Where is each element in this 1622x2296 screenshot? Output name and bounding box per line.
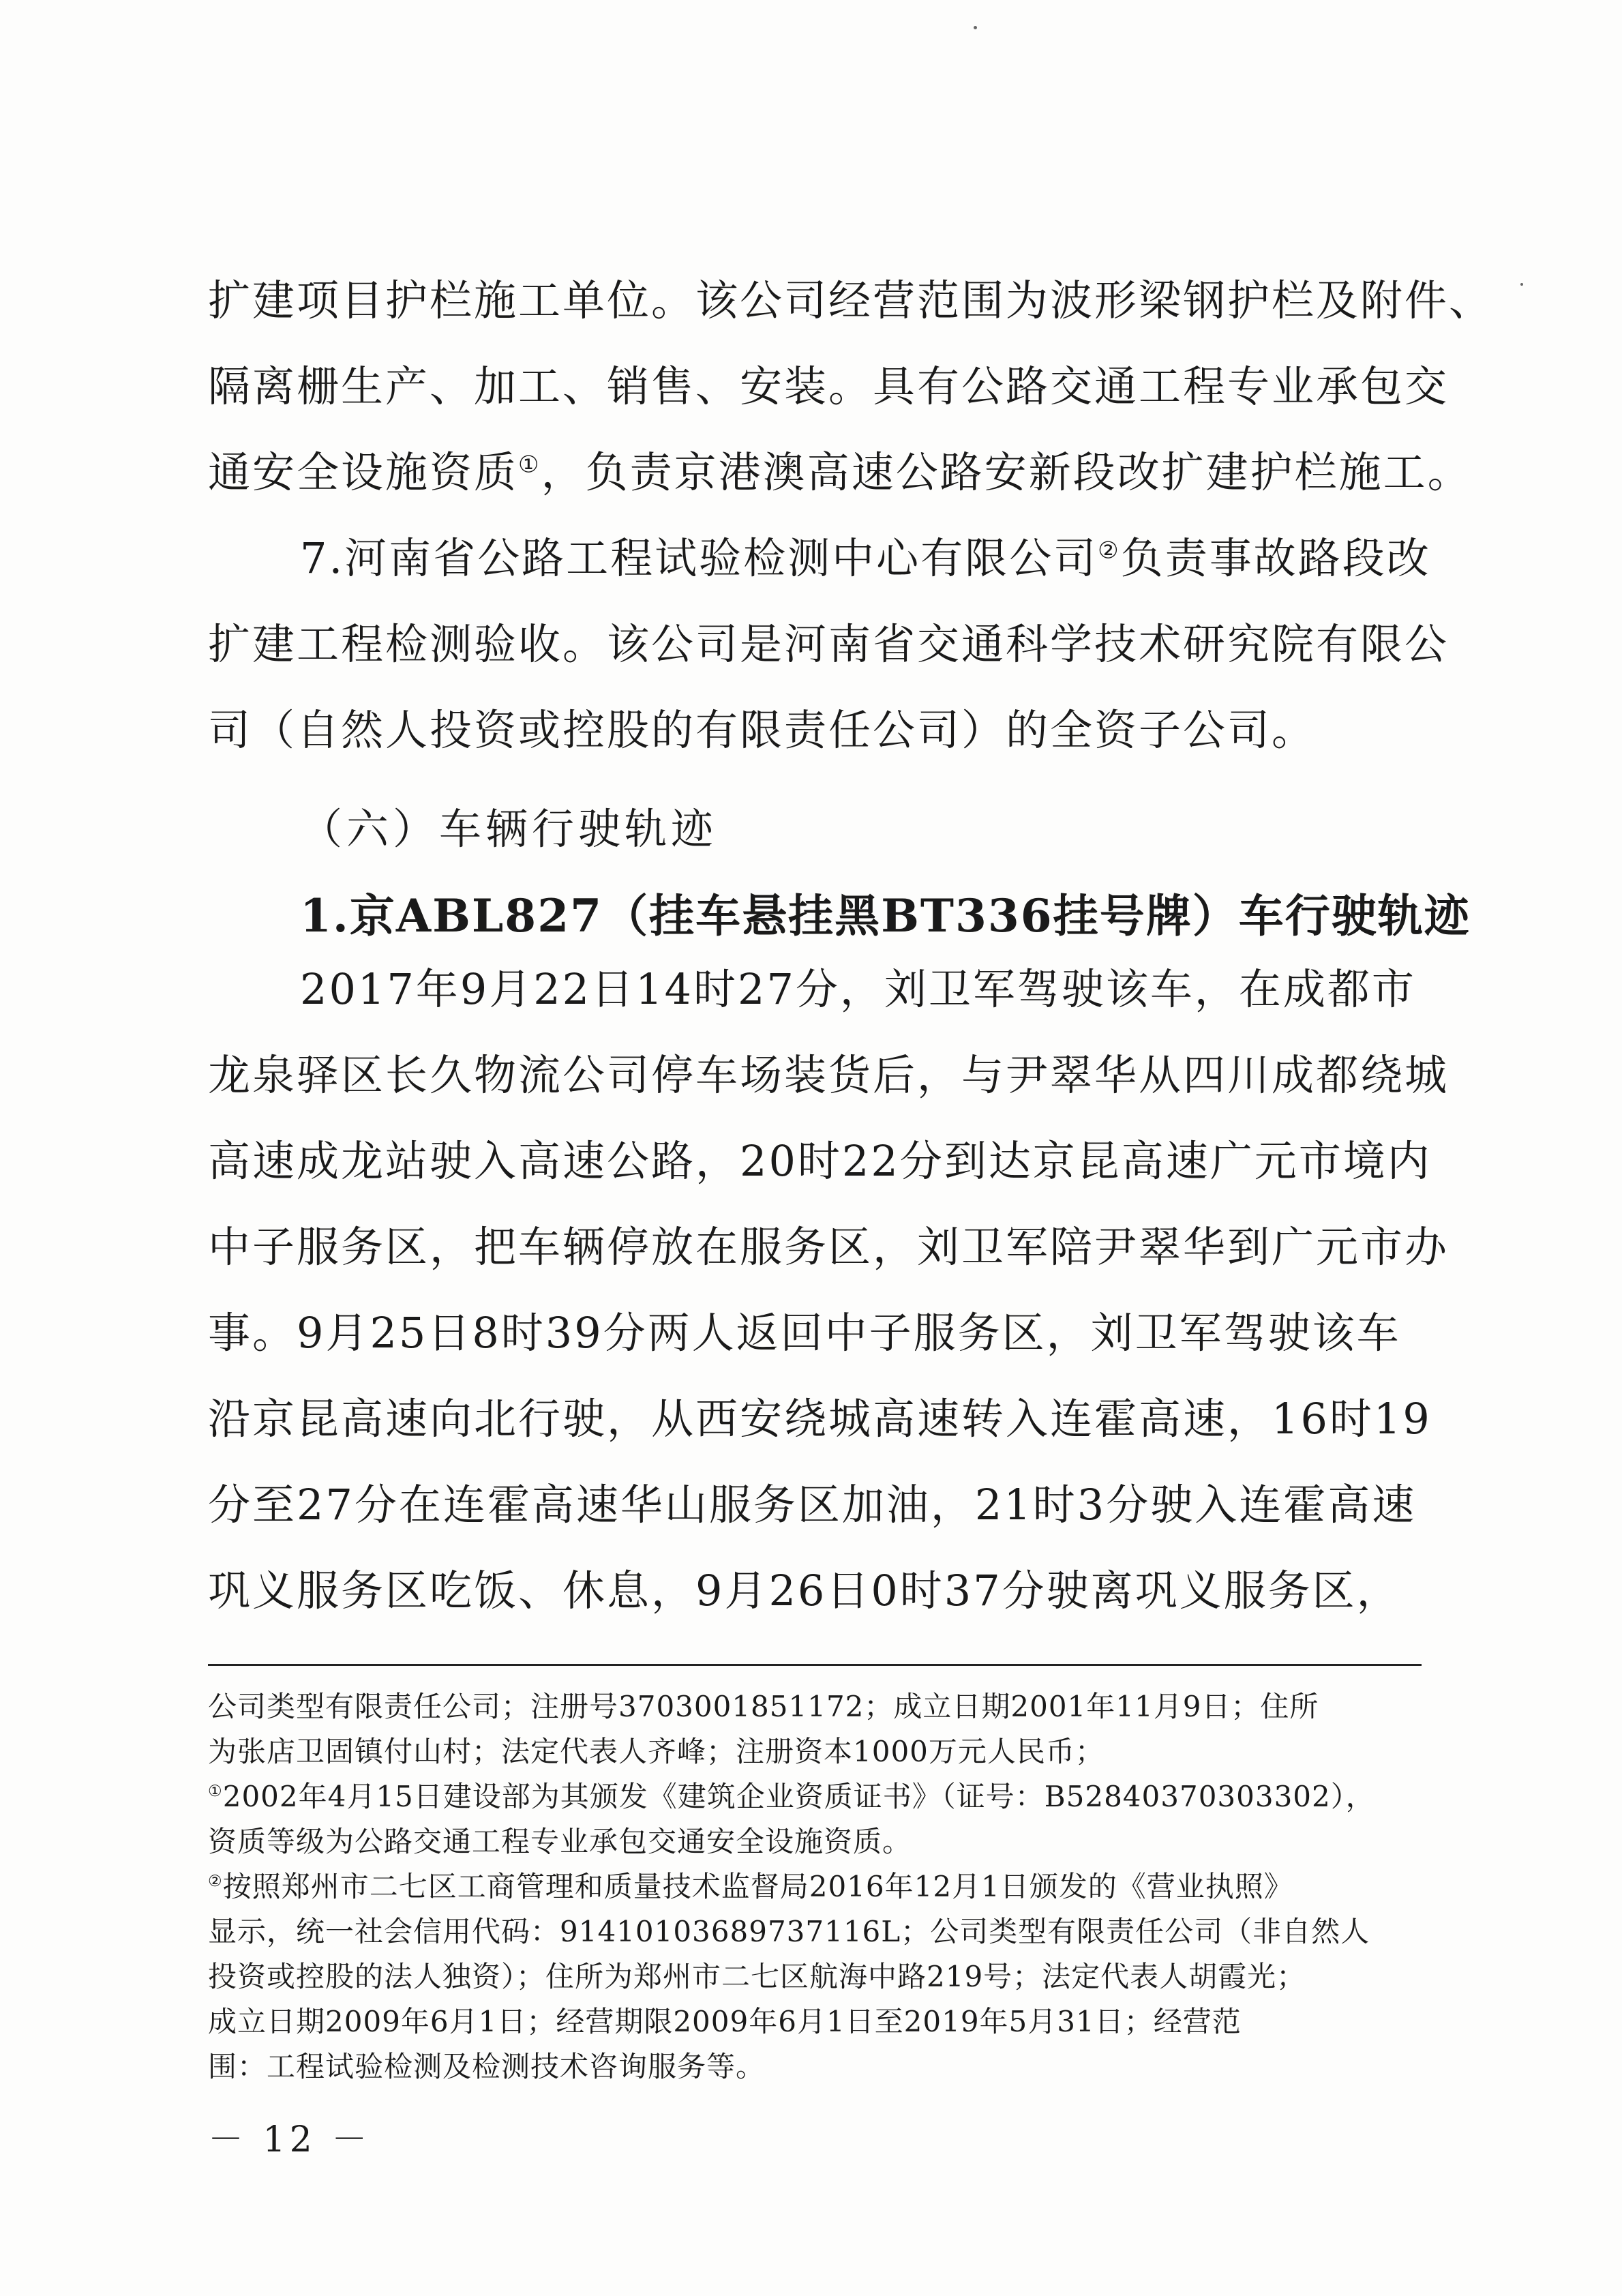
paragraph-line: 中子服务区，把车辆停放在服务区，刘卫军陪尹翠华到广元市办	[208, 1222, 1450, 1272]
scan-speck	[974, 26, 977, 29]
text-run: 扩建项目护栏施工单位。该公司经营范围为波形梁钢护栏及附件、	[208, 275, 1494, 325]
paragraph-line	[208, 361, 1450, 411]
scan-speck	[1520, 283, 1523, 286]
paragraph-line	[208, 447, 1472, 497]
text-run: 通安全设施资质	[208, 447, 519, 497]
paragraph-line	[300, 533, 1439, 583]
paragraph-line: 高速成龙站驶入高速公路，20时22分到达京昆高速广元市境内	[208, 1136, 1432, 1186]
footnote-line: 为张店卫固镇付山村；法定代表人齐峰；注册资本1000万元人民币；	[208, 1735, 1105, 1768]
section-heading: （六）车辆行驶轨迹	[300, 804, 718, 854]
footnote-line: 公司类型有限责任公司；注册号3703001851172；成立日期2001年11月9日；住所	[208, 1690, 1319, 1723]
text-run: 扩建工程检测验收。该公司是河南省交通科学技术研究院有限公	[208, 619, 1450, 669]
footnote-marker: ②	[208, 1873, 223, 1890]
paragraph-line: 龙泉驿区长久物流公司停车场装货后，与尹翠华从四川成都绕城	[208, 1050, 1450, 1100]
text-run: 7.河南省公路工程试验检测中心有限公司	[300, 533, 1098, 583]
paragraph-line	[208, 705, 1435, 755]
footnote-marker: ①	[208, 1783, 223, 1800]
footnote-line: 显示，统一社会信用代码：91410103689737116L；公司类型有限责任公司（非自然人	[208, 1915, 1370, 1948]
text-run: 隔离栅生产、加工、销售、安装。具有公路交通工程专业承包交	[208, 361, 1450, 411]
sub-heading: 1.京ABL827（挂车悬挂黑BT336挂号牌）车行驶轨迹	[300, 889, 1471, 942]
footnote-line: 成立日期2009年6月1日；经营期限2009年6月1日至2019年5月31日；经营范	[208, 2005, 1242, 2038]
text-run: 负责事故路段改	[1120, 533, 1431, 583]
footnote-line	[208, 1780, 1435, 1813]
paragraph-line: 沿京昆高速向北行驶，从西安绕城高速转入连霍高速，16时19	[208, 1394, 1432, 1444]
footnote-ref[interactable]: ①	[518, 451, 541, 479]
paragraph-line: 2017年9月22日14时27分，刘卫军驾驶该车，在成都市	[300, 964, 1416, 1014]
text-run: 司（自然人投资或控股的有限责任公司）的全资子公司。	[208, 705, 1317, 755]
paragraph-line	[208, 275, 1494, 325]
text-run: ，负责京港澳高速公路安新段改扩建护栏施工。	[541, 447, 1472, 497]
paragraph-line: 分至27分在连霍高速华山服务区加油，21时3分驶入连霍高速	[208, 1480, 1417, 1530]
page-number: － 12 －	[208, 2119, 372, 2160]
footnote-ref[interactable]: ②	[1098, 537, 1121, 565]
paragraph-line: 事。9月25日8时39分两人返回中子服务区，刘卫军驾驶该车	[208, 1308, 1401, 1358]
footnote-line: 围：工程试验检测及检测技术咨询服务等。	[208, 2050, 766, 2083]
text-run: 按照郑州市二七区工商管理和质量技术监督局2016年12月1日颁发的《营业执照》	[222, 1870, 1293, 1903]
footnote-line: 投资或控股的法人独资）；住所为郑州市二七区航海中路219号；法定代表人胡霞光；	[208, 1960, 1306, 1993]
footnote-line: 资质等级为公路交通工程专业承包交通安全设施资质。	[208, 1825, 912, 1858]
text-run: 2002年4月15日建设部为其颁发《建筑企业资质证书》（证号：B52840370303302），	[222, 1780, 1375, 1813]
footnote-line	[208, 1870, 1435, 1903]
paragraph-line: 巩义服务区吃饭、休息，9月26日0时37分驶离巩义服务区，	[208, 1566, 1401, 1615]
footnote-separator	[208, 1664, 1422, 1666]
paragraph-line	[208, 619, 1450, 669]
